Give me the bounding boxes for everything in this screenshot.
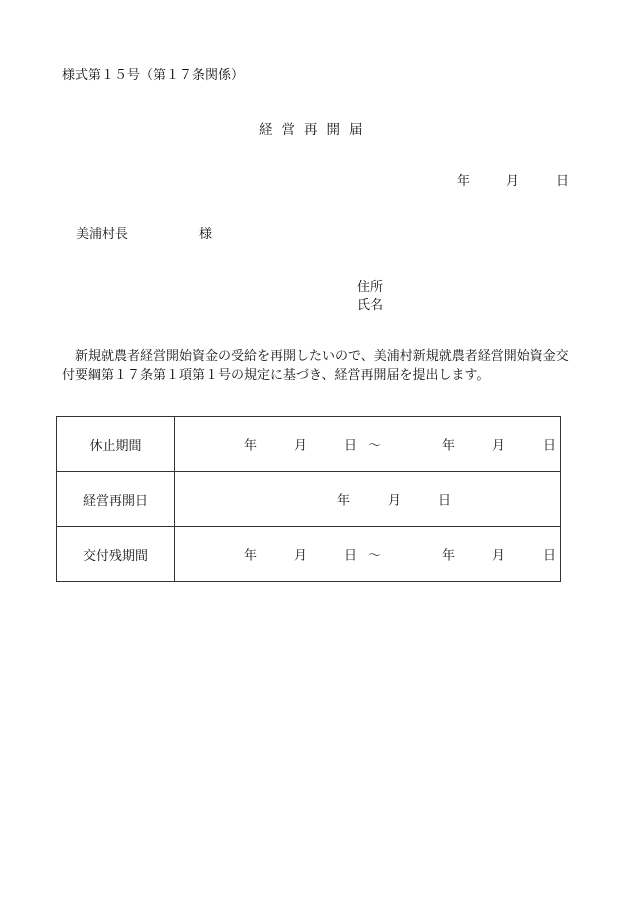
date-day-label: 日 <box>556 174 570 189</box>
end-year-label: 年 <box>442 438 456 454</box>
end-month-label: 月 <box>492 548 506 564</box>
end-day-label: 日 <box>543 548 557 564</box>
date-month-label: 月 <box>506 174 520 189</box>
start-year-label: 年 <box>244 548 258 564</box>
range-tilde: ～ <box>368 438 382 454</box>
end-day-label: 日 <box>543 438 557 454</box>
table-row <box>57 417 561 472</box>
row-label-remaining-period: 交付残期間 <box>57 527 175 582</box>
restart-month-label: 月 <box>388 493 402 509</box>
address-label: 住所 <box>357 280 384 295</box>
restart-day-label: 日 <box>438 493 452 509</box>
start-day-label: 日 <box>344 438 358 454</box>
form-number: 様式第１５号（第１７条関係） <box>62 68 245 83</box>
row-label-restart-date: 経営再開日 <box>57 472 175 527</box>
document-title: 経営再開届 <box>259 122 372 138</box>
addressee-name: 美浦村長 <box>76 227 129 242</box>
start-day-label: 日 <box>344 548 358 564</box>
end-month-label: 月 <box>492 438 506 454</box>
start-month-label: 月 <box>294 438 308 454</box>
end-year-label: 年 <box>442 548 456 564</box>
start-year-label: 年 <box>244 438 258 454</box>
row-value-restart-date <box>175 472 561 527</box>
info-table <box>56 416 561 582</box>
start-month-label: 月 <box>294 548 308 564</box>
range-tilde: ～ <box>368 548 382 564</box>
row-label-suspension-period: 休止期間 <box>57 417 175 472</box>
addressee-honorific: 様 <box>199 227 213 242</box>
row-value-suspension-period <box>175 417 561 472</box>
restart-year-label: 年 <box>337 493 351 509</box>
date-year-label: 年 <box>457 174 471 189</box>
table-row <box>57 472 561 527</box>
table-row <box>57 527 561 582</box>
name-label: 氏名 <box>357 298 384 313</box>
row-value-remaining-period <box>175 527 561 582</box>
body-text: 新規就農者経営開始資金の受給を再開したいので、美浦村新規就農者経営開始資金交付要綱第１７条第１項第１号の規定に基づき、経営再開届を提出します。 <box>62 349 569 383</box>
